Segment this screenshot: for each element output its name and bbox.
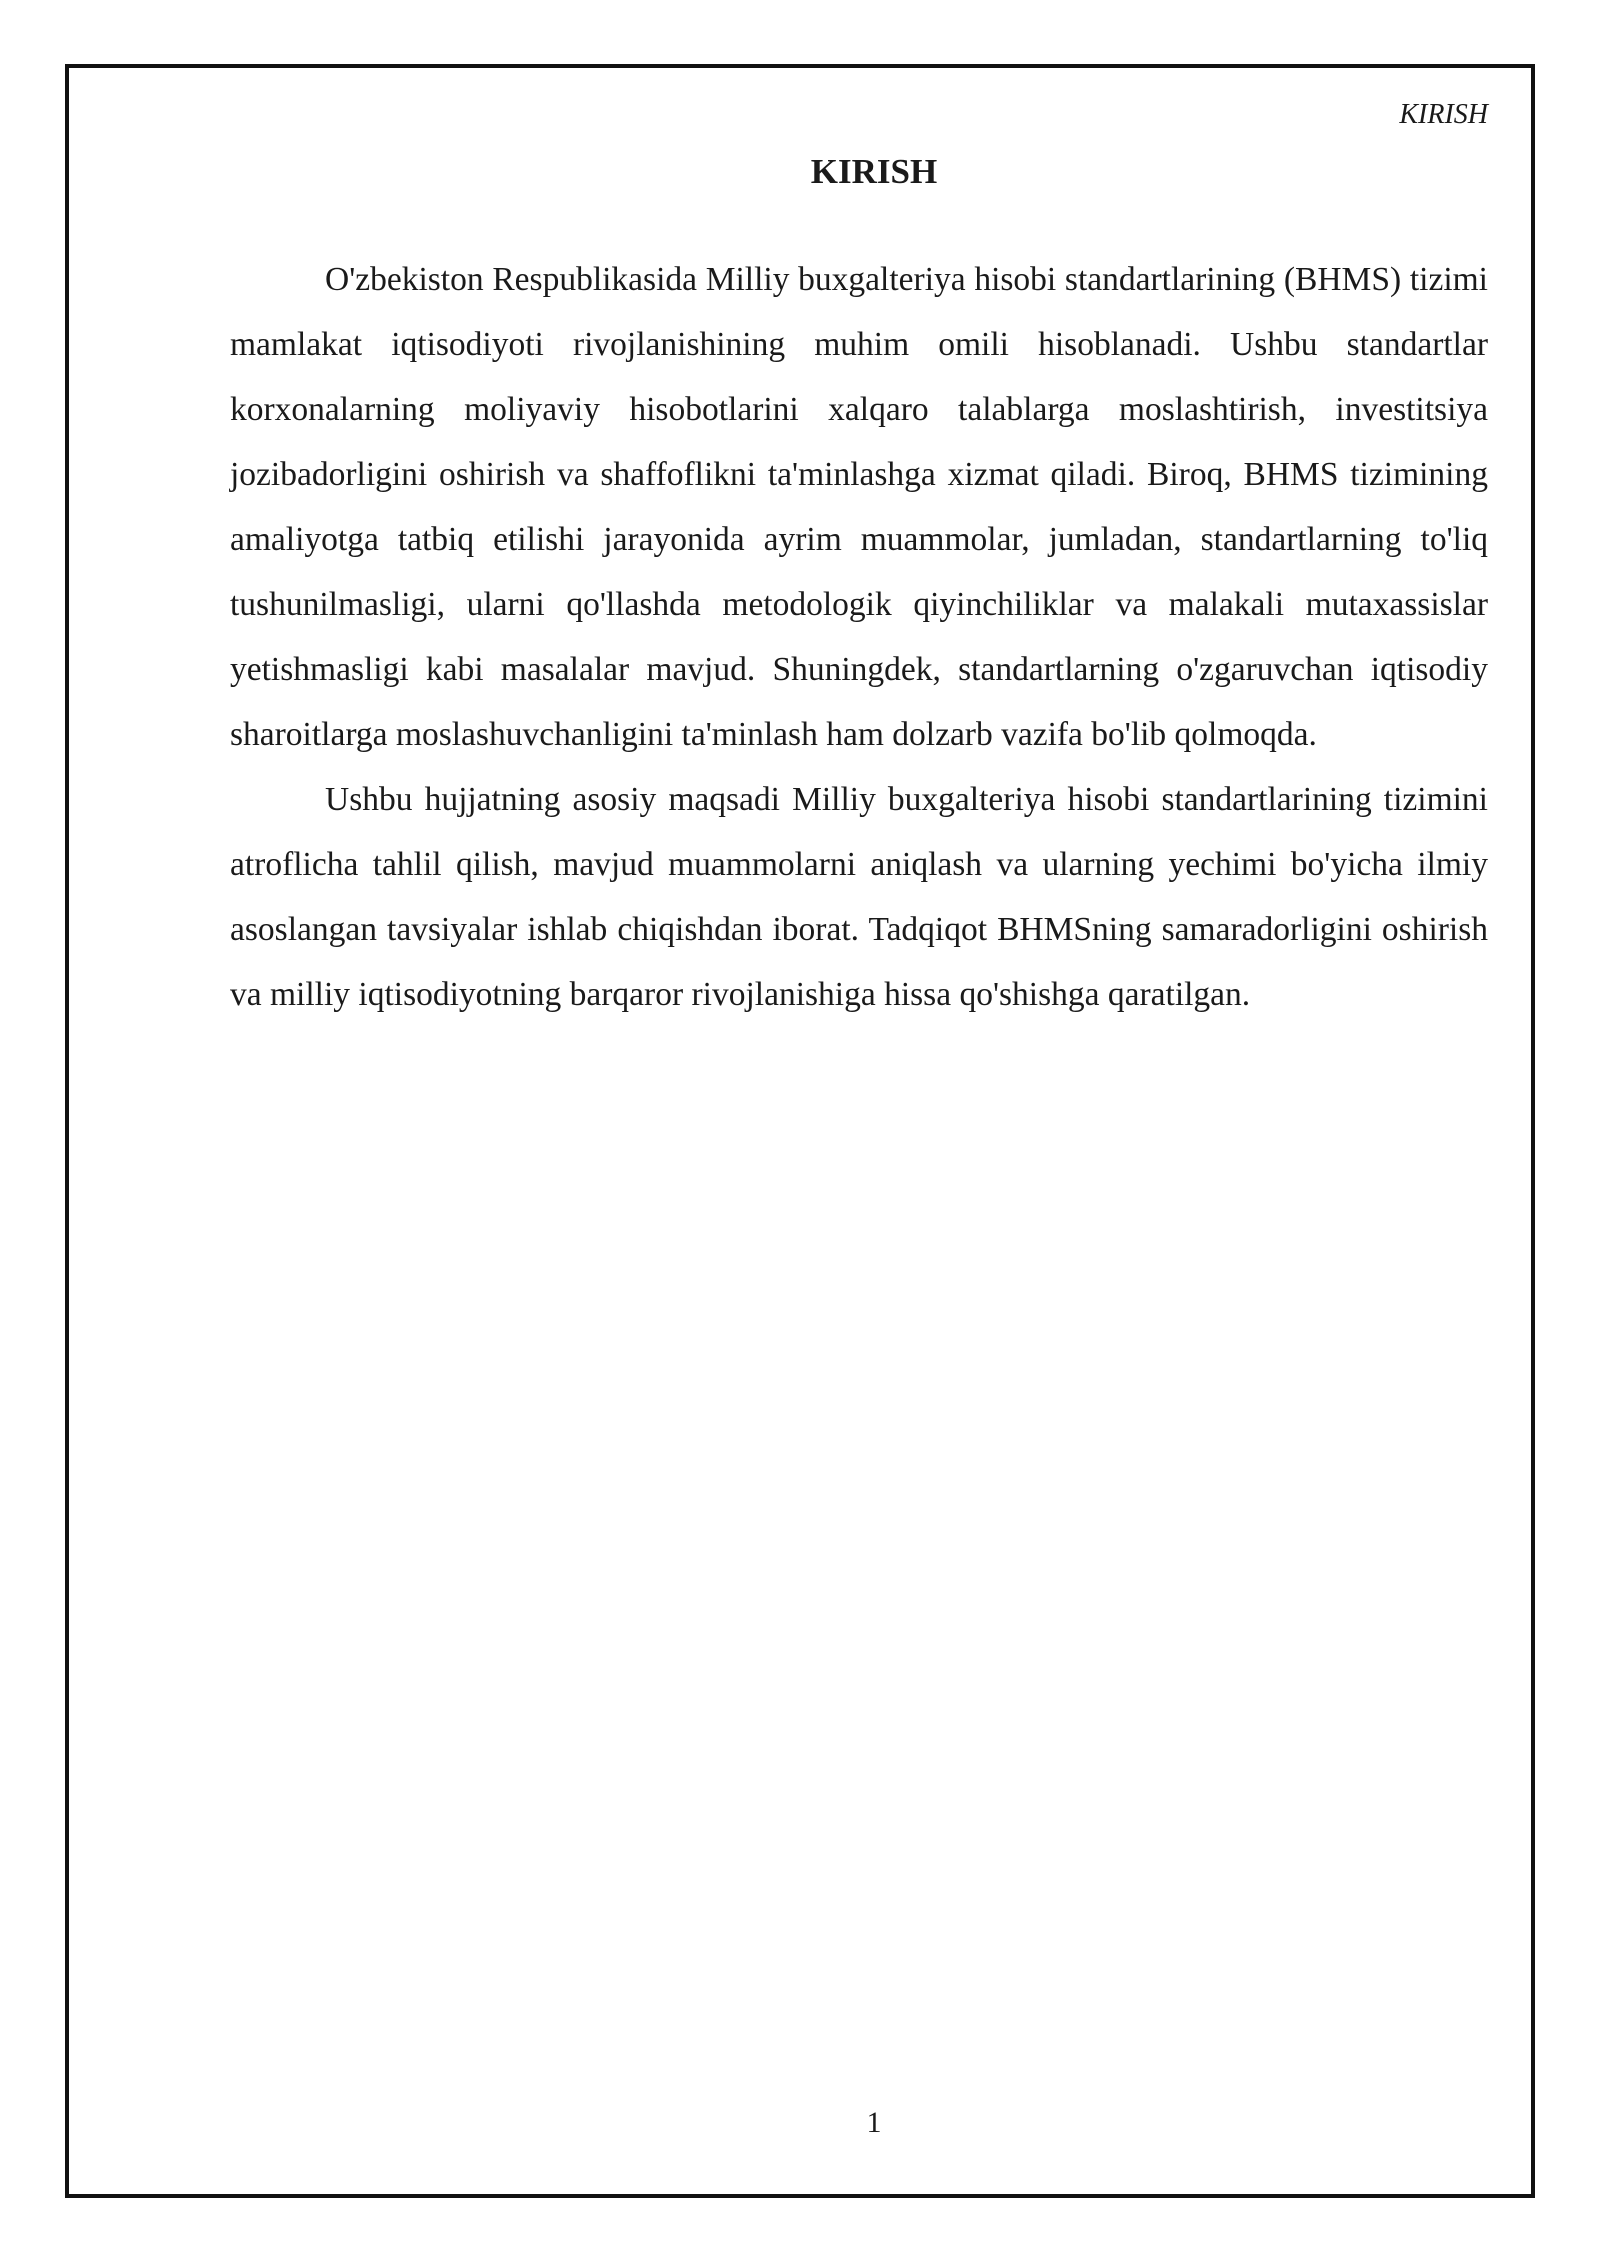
page-number: 1 [866,2106,882,2139]
paragraph-1: O'zbekiston Respublikasida Milliy buxgalteriya hisobi standartlarining (BHMS) tizimi mamlakat iqtisodiyoti rivojlanishining muhim omili hisoblanadi. Ushbu standartlar korxonalarning moliyaviy hisobotlarini xalqaro talablarga moslashtirish, investitsiya jozibadorligini oshirish va shaffoflikni ta'minlashga xizmat qiladi. Biroq, BHMS tizimining amaliyotga tatbiq etilishi jarayonida ayrim muammolar, jumladan, standartlarning to'liq tushunilmasligi, ularni qo'llashda metodologik qiyinchiliklar va malakali mutaxassislar yetishmasligi kabi masalalar mavjud. Shuningdek, standartlarning o'zgaruvchan iqtisodiy sharoitlarga moslashuvchanligini ta'minlash ham dolzarb vazifa bo'lib qolmoqda. [230,261,1488,753]
paragraph-2: Ushbu hujjatning asosiy maqsadi Milliy buxgalteriya hisobi standartlarining tizimini atroflicha tahlil qilish, mavjud muammolarni aniqlash va ularning yechimi bo'yicha ilmiy asoslangan tavsiyalar ishlab chiqishdan iborat. Tadqiqot BHMSning samaradorligini oshirish va milliy iqtisodiyotning barqaror rivojlanishiga hissa qo'shishga qaratilgan. [230,781,1488,1013]
running-header: KIRISH [1399,99,1488,130]
body-text [230,247,1488,1027]
page-title: KIRISH [810,152,938,191]
